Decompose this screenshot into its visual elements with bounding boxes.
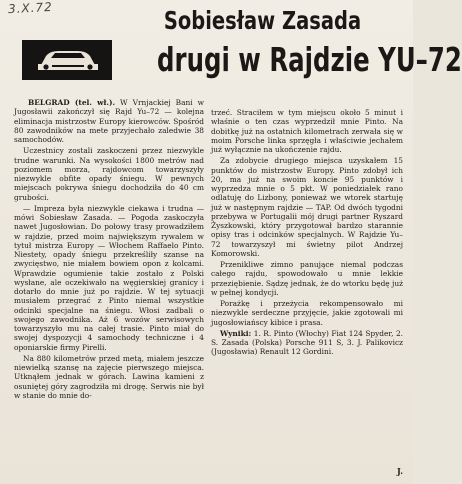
article-paragraph	[14, 98, 204, 144]
headline-line1: Sobiesław Zasada	[163, 6, 362, 35]
dateline: BELGRAD (tel. wł.).	[28, 98, 116, 107]
paragraph-text: W Vrnjackiej Bani w Jugosławii zakończył się Rajd Yu–72 — kolejna eliminacja mistrzostw Europy kierowców. Spośród 80 zawodników na mete przyjechało zaledwie 38 samochodów.	[14, 98, 204, 144]
handwritten-date: 3.X.72	[7, 0, 54, 17]
article-right-column	[211, 108, 403, 359]
results-text: 1. R. Pinto (Włochy) Fiat 124 Spyder, 2. S. Zasada (Polska) Porsche 911 S, 3. J. Palikovicz (Jugosławia) Renault 12 Gordini.	[211, 328, 403, 357]
headline	[120, 2, 462, 80]
results-paragraph	[211, 329, 403, 357]
article-paragraph: Przenikliwe zimno panujące niemal podczas całego rajdu, spowodowało u mnie lekkie przeziębienie. Sądzę jednak, że do wtorku będę już w pełnej kondycji.	[211, 260, 403, 297]
article-paragraph: Uczestnicy zostali zaskoczeni przez niezwykle trudne warunki. Na wysokości 1800 metrów nad poziomem morza, rajdowcom towarzyszyły niezwykle obfite opady śniegu. W pewnych miejscach pokrywa śniegu dochodziła do 40 cm grubości.	[14, 146, 204, 202]
author-signature: J.	[397, 466, 403, 476]
results-label: Wyniki:	[220, 328, 252, 338]
article-paragraph: Na 880 kilometrów przed metą, miałem jeszcze niewielką szansę na zajęcie pierwszego miejsca. Utknąłem jednak w górach. Lawina kamieni z osuniętej góry zagrodziła mi drogę. Serwis nie był w stanie do mnie do-	[14, 353, 204, 400]
article-paragraph: Porażkę i przeżycia rekompensowało mi niezwykle serdeczne przyjęcie, jakie zgotowali mi jugosłowiańscy kibice i prasa.	[211, 299, 403, 327]
article-left-column	[14, 98, 204, 402]
article-paragraph: — Impreza była niezwykle ciekawa i trudna — mówi Sobiesław Zasada. — Pogoda zaskoczyła nawet Jugosłowian. Do połowy trasy prowadziłem w rajdzie, przed moim największym rywalem w tytuł mistrza Europy — Włochem Raffaelo Pinto. Niestety, opady śniegu przekreśliły szanse na zwycięstwo, nie miałem bowiem opon z kolcami. Wprawdzie ogumienie takie zostało z Polski wysłane, ale oczekiwało na węgierskiej granicy i dotarło do mnie już po rajdzie. W tej sytuacji musiałem przegrać z Pinto niemal wszystkie odcinki specjalne na śniegu. Włosi zadbali o swojego zawodnika. Aż 6 wozów serwisowych towarzyszyło mu na całej trasie. Pinto miał do swojej dyspozycji 4 samochody techniczne i 4 oponiarskie firmy Pirelli.	[14, 203, 204, 352]
rally-car-logo	[22, 40, 112, 80]
article-paragraph: trzeć. Straciłem w tym miejscu około 5 minut i właśnie o ten czas wyprzedził mnie Pinto. Na dobitkę już na ostatnich kilometrach zerwała się w moim Porsche linka sprzęgła i właściwie jechałem już wyłącznie na ukończenie rajdu.	[211, 108, 403, 154]
car-icon	[22, 40, 112, 80]
headline-line2: drugi w Rajdzie YU–72	[157, 40, 462, 79]
article-paragraph: Za zdobycie drugiego miejsca uzyskałem 15 punktów do mistrzostw Europy. Pinto zdobył ich 20, ma już na swoim koncie 95 punktów i wyprzedza mnie o 5 pkt. W poniedziałek rano odlatuję do Lizbony, ponieważ we wtorek startuję już w następnym rajdzie — TAP. Od dwóch tygodni przebywa w Portugalii mój drugi partner Ryszard Żyszkowski, który przygotował bardzo starannie opisy tras i odcinków specjalnych. W Rajdzie Yu–72 towarzyszył mi świetny pilot Andrzej Komorowski.	[211, 156, 403, 258]
